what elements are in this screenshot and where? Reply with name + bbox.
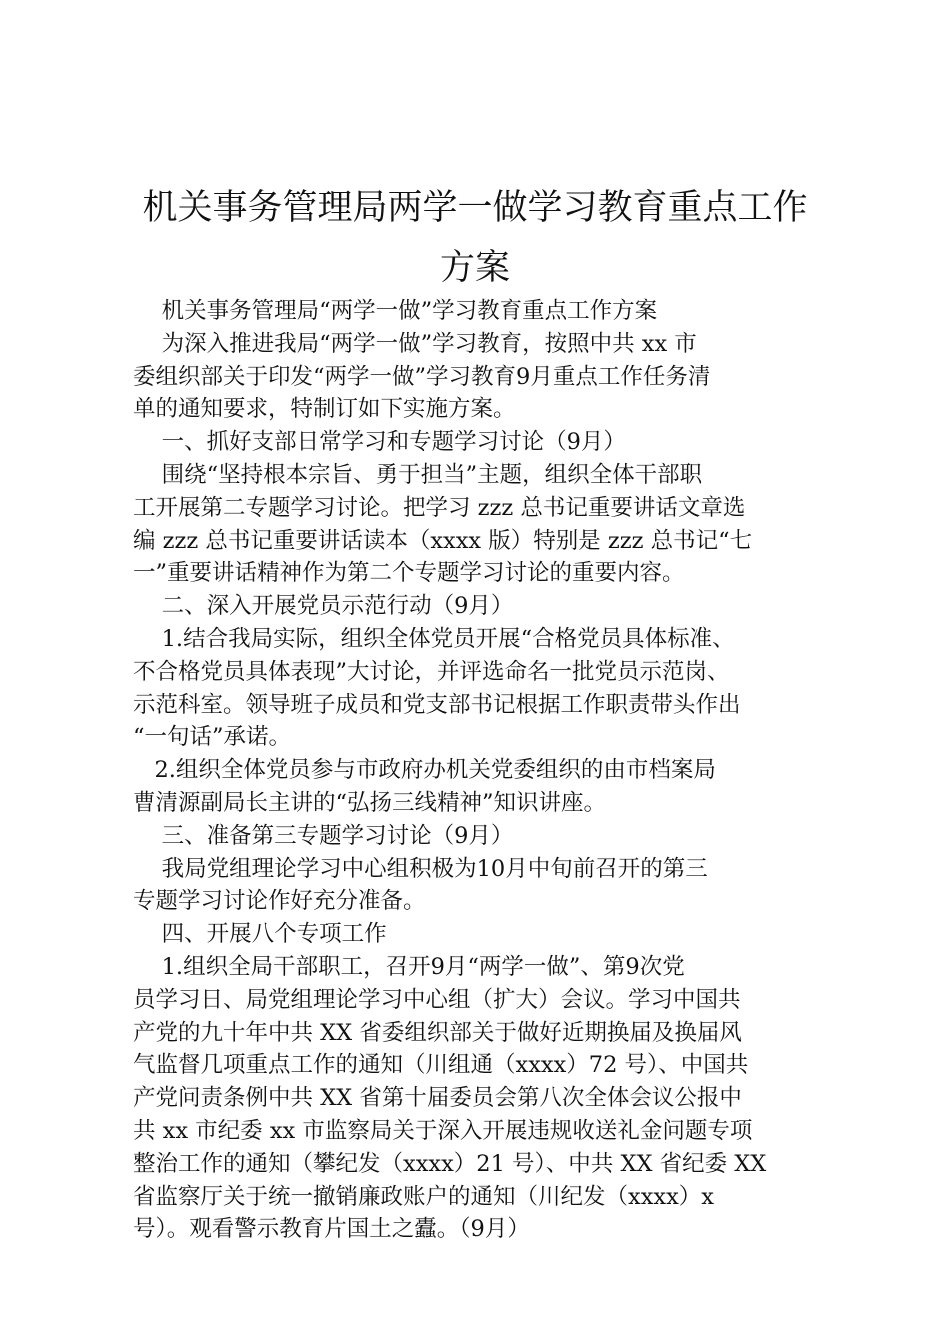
text-line: 气监督几项重点工作的通知（川组通（xxxx）72 号）、中国共 (133, 1052, 749, 1079)
document-body (133, 295, 833, 1246)
text-line: 1.结合我局实际，组织全体党员开展“合格党员具体标准、 (133, 625, 735, 652)
text-line: 三、准备第三专题学习讨论（9月） (133, 822, 514, 849)
text-line: 1.组织全局干部职工，召开9月“两学一做”、第9次党 (133, 953, 685, 980)
text-line: 围绕“坚持根本宗旨、勇于担当”主题，组织全体干部职 (133, 461, 703, 488)
text-line: 号）。观看警示教育片国土之蠹。（9月） (133, 1216, 530, 1243)
text-line: 产党问责条例中共 XX 省第十届委员会第八次全体会议公报中 (133, 1085, 742, 1112)
text-line: 2.组织全体党员参与市政府办机关党委组织的由市档案局 (133, 757, 716, 784)
text-line: 专题学习讨论作好充分准备。 (133, 888, 426, 915)
text-line: 整治工作的通知（攀纪发（xxxx）21 号）、中共 XX 省纪委 XX (133, 1150, 767, 1177)
text-line: 不合格党员具体表现”大讨论，并评选命名一批党员示范岗、 (133, 658, 730, 685)
text-line: 二、深入开展党员示范行动（9月） (133, 593, 514, 620)
text-line: “一句话”承诺。 (133, 724, 292, 751)
document-title-line-1: 机关事务管理局两学一做学习教育重点工作 (142, 188, 808, 228)
text-line: 为深入推进我局“两学一做”学习教育，按照中共 xx 市 (133, 330, 697, 357)
text-line: 员学习日、局党组理论学习中心组（扩大）会议。学习中国共 (133, 986, 741, 1013)
text-line: 共 xx 市纪委 xx 市监察局关于深入开展违规收送礼金问题专项 (133, 1117, 753, 1144)
text-line: 四、开展八个专项工作 (133, 921, 387, 948)
text-line: 我局党组理论学习中心组积极为10月中旬前召开的第三 (133, 855, 708, 882)
text-line: 编 zzz 总书记重要讲话读本（xxxx 版）特别是 zzz 总书记“七 (133, 527, 753, 554)
text-line: 省监察厅关于统一撤销廉政账户的通知（川纪发（xxxx）x (133, 1183, 714, 1210)
text-line: 产党的九十年中共 XX 省委组织部关于做好近期换届及换届风 (133, 1019, 742, 1046)
text-line: 单的通知要求，特制订如下实施方案。 (133, 396, 516, 423)
text-line: 机关事务管理局“两学一做”学习教育重点工作方案 (133, 298, 658, 324)
text-line: 一、抓好支部日常学习和专题学习讨论（9月） (133, 429, 626, 456)
text-line: 一”重要讲话精神作为第二个专题学习讨论的重要内容。 (133, 560, 685, 587)
text-line: 曹清源副局长主讲的“弘扬三线精神”知识讲座。 (133, 789, 607, 816)
text-line: 委组织部关于印发“两学一做”学习教育9月重点工作任务清 (133, 363, 711, 390)
document-title-line-2: 方案 (439, 248, 510, 288)
text-line: 工开展第二专题学习讨论。把学习 zzz 总书记重要讲话文章选 (133, 494, 746, 521)
text-line: 示范科室。领导班子成员和党支部书记根据工作职责带头作出 (133, 691, 741, 718)
